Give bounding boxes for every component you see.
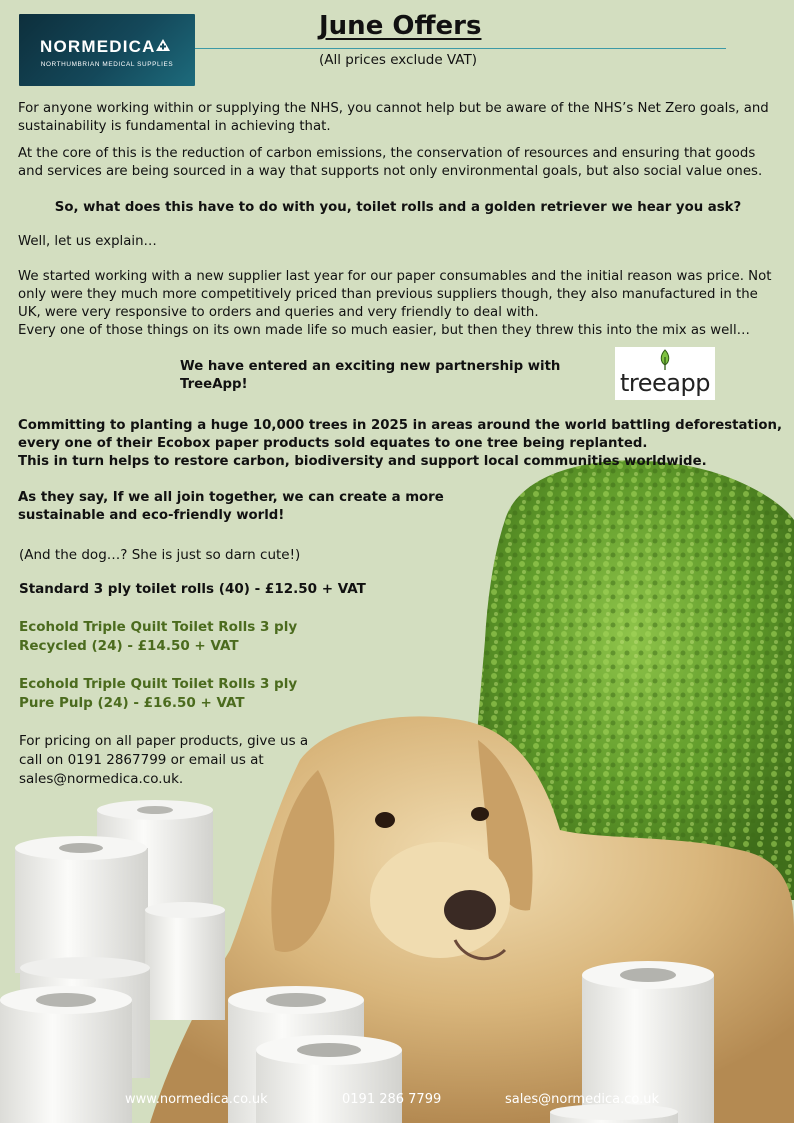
explain-text: Well, let us explain… bbox=[18, 234, 157, 249]
supplier-paragraph: We started working with a new supplier last year for our paper consumables and the initial reason was price. Not only were they much more competitively priced than previous suppliers though, they also manufactured in the UK, were very responsive to orders and queries and very friendly to deal with. bbox=[18, 269, 772, 320]
mix-paragraph: Every one of those things on its own made life so much easier, but then they threw this into the mix as well… bbox=[18, 323, 750, 338]
question-heading: So, what does this have to do with you, toilet rolls and a golden retriever we hear you ask? bbox=[54, 200, 742, 215]
tree-leaf-icon bbox=[658, 349, 672, 371]
offer-pure-pulp-line1: Ecohold Triple Quilt Toilet Rolls 3 ply bbox=[19, 676, 298, 692]
page-title: June Offers bbox=[319, 11, 482, 41]
logo-name: NORMEDICA bbox=[40, 37, 156, 56]
normedica-logo bbox=[19, 14, 195, 86]
header-divider bbox=[195, 48, 726, 49]
together-paragraph: As they say, If we all join together, we can create a more sustainable and eco-friendly world! bbox=[18, 490, 444, 523]
dog-note: (And the dog…? She is just so darn cute!) bbox=[19, 547, 301, 563]
footer-website-link[interactable]: www.normedica.co.uk bbox=[125, 1092, 268, 1107]
contact-email[interactable]: sales@normedica.co.uk. bbox=[19, 771, 184, 787]
offer-recycled-line1: Ecohold Triple Quilt Toilet Rolls 3 ply bbox=[19, 619, 298, 635]
footer-email-link[interactable]: sales@normedica.co.uk bbox=[505, 1092, 659, 1107]
offer-standard: Standard 3 ply toilet rolls (40) - £12.50 + VAT bbox=[19, 581, 366, 597]
commitment-paragraph: Committing to planting a huge 10,000 trees in 2025 in areas around the world battling deforestation, every one of their Ecobox paper products sold equates to one tree being replanted. bbox=[18, 418, 783, 451]
offer-pure-pulp bbox=[19, 675, 297, 713]
core-paragraph: At the core of this is the reduction of carbon emissions, the conservation of resources and ensuring that goods and services are being sourced in a way that supports not only environmental goals, but also social value ones. bbox=[18, 146, 763, 179]
treeapp-logo bbox=[615, 347, 715, 400]
page-subtitle: (All prices exclude VAT) bbox=[319, 52, 478, 68]
intro-paragraph: For anyone working within or supplying the NHS, you cannot help but be aware of the NHS’s Net Zero goals, and sustainability is fundamental in achieving that. bbox=[18, 101, 769, 134]
restore-paragraph: This in turn helps to restore carbon, biodiversity and support local communities worldwide. bbox=[18, 454, 707, 469]
contact-line2: call on 0191 2867799 or email us at bbox=[19, 752, 264, 768]
offer-pure-pulp-line2: Pure Pulp (24) - £16.50 + VAT bbox=[19, 695, 245, 711]
logo-tagline: NORTHUMBRIAN MEDICAL SUPPLIES bbox=[40, 61, 174, 68]
contact-block bbox=[19, 732, 308, 789]
partnership-text: We have entered an exciting new partnership with TreeApp! bbox=[180, 359, 561, 392]
offer-recycled bbox=[19, 618, 297, 656]
offer-recycled-line2: Recycled (24) - £14.50 + VAT bbox=[19, 638, 239, 654]
plus-icon bbox=[156, 39, 170, 53]
footer-phone[interactable]: 0191 286 7799 bbox=[342, 1092, 442, 1107]
treeapp-wordmark: treeapp bbox=[620, 369, 710, 397]
contact-line1: For pricing on all paper products, give us a bbox=[19, 733, 309, 749]
